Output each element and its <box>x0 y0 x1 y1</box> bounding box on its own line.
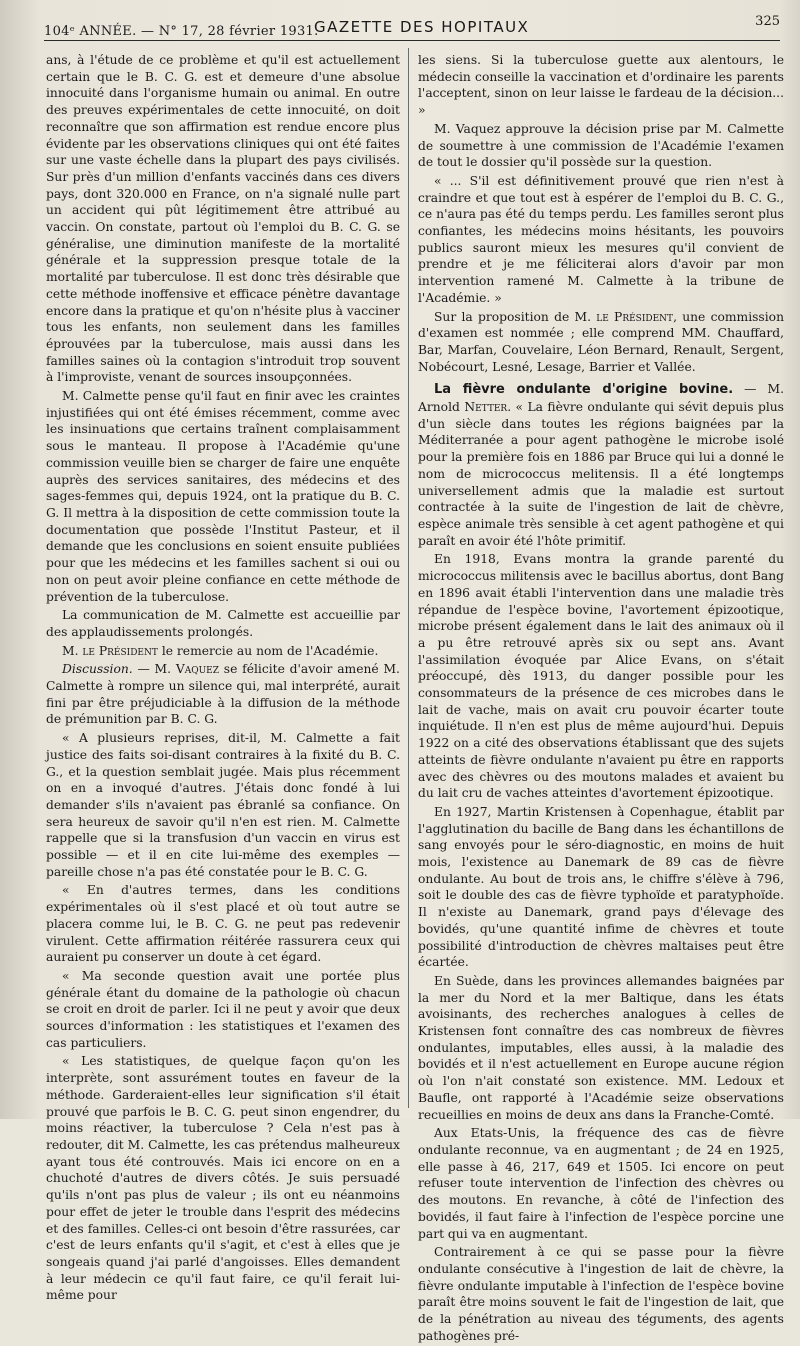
paragraph: En 1918, Evans montra la grande parenté du micrococcus militensis avec le bacillus abortus, dont Bang en 1896 avait établi l'intervention dans une maladie très répandue de l'espèce bovine, l'avortement épizootique, microbe présent également dans le lait des animaux où il a pu être retrouvé après six ou sept ans. Avant l'assimilation évoquée par Alice Evans, on s'était préoccupé, dès 1913, du danger possible pour les consommateurs de la présence de ces microbes dans le lait de vache, mais on avait cru pouvoir écarter toute inquiétude. Il n'en est plus de même aujourd'hui. Depuis 1922 on a cité des observations établissant que des sujets atteints de fièvre ondulante n'avaient pu être en rapports avec des chèvres ou des moutons malades et avaient bu du lait cru de vaches atteintes d'avortement épizootique. <box>418 552 784 801</box>
right-column <box>418 52 784 1346</box>
journal-title: GAZETTE DES HOPITAUX <box>314 18 530 36</box>
paragraph: « Les statistiques, de quelque façon qu'on les interprète, sont assurément toutes en faveur de la méthode. Garderaient-elles leur signification s'il était prouvé que parfois le B. C. G. peut sinon engendrer, du moins réactiver, la tuberculose ? Cela n'est pas à redouter, dit M. Calmette, les cas prétendus malheureux ayant tous été controuvés. Mais ici encore on en a chuchoté d'autres de divers côtés. Je suis persuadé qu'ils n'ont pas plus de valeur ; ils ont eu néanmoins pour effet de jeter le trouble dans l'esprit des médecins et des familles. Celles-ci ont besoin d'être rassurées, car c'est de leurs enfants qu'il s'agit, et c'est à elles que je songeais quand j'ai parlé d'angoisses. Elles demandent à leur médecin ce qu'il faut faire, ce qu'il ferait lui-même pour <box>46 1054 400 1303</box>
paragraph <box>418 309 784 376</box>
speaker-name: Vaquez <box>175 662 220 677</box>
paragraph: les siens. Si la tuberculose guette aux alentours, le médecin conseille la vaccination et d'ordinaire les parents l'acceptent, sinon on leur laisse le fardeau de la décision... » <box>418 53 784 118</box>
text-run: Sur la proposition de M. <box>434 309 591 324</box>
speaker-name: le Président <box>596 309 674 324</box>
paragraph: En Suède, dans les provinces allemandes baignées par la mer du Nord et la mer Baltique, dans les états avoisinants, des recherches analogues à celles de Kristensen font connaître des cas nombreux de fièvres ondulantes, imputables, elles aussi, à la maladie des bovidés et il n'est actuellement en Europe aucune région où l'on n'ait constaté son existence. MM. Ledoux et Baufle, ont rapporté à l'Académie seize observations recueillies en moins de deux ans dans la Franche-Comté. <box>418 973 784 1122</box>
paragraph <box>46 643 400 660</box>
paragraph: « En d'autres termes, dans les conditions expérimentales où il s'est placé et où tout autre se placera comme lui, le B. C. G. ne peut pas redevenir virulent. Cette affirmation réitérée rassurera ceux qui auraient pu conserver un doute à cet égard. <box>46 883 400 965</box>
paragraph: « Ma seconde question avait une portée plus générale étant du domaine de la pathologie où chacun se croit en droit de parler. Ici il ne peut y avoir que deux sources d'information : les statistiques et l'examen des cas particuliers. <box>46 968 400 1050</box>
text-run: se félicite d'avoir amené M. Calmette à rompre un silence qui, mal interprété, aurait fini par être préjudiciable à la diffusion de la méthode de prémunition par B. C. G. <box>46 662 400 727</box>
paragraph: La communication de M. Calmette est accueillie par des applaudissements prolongés. <box>46 608 400 639</box>
text-run: M. <box>62 643 79 658</box>
paragraph: En 1927, Martin Kristensen à Copenhague, établit par l'agglutination du bacille de Bang dans les échantillons de sang envoyés pour le séro-diagnostic, en moins de huit mois, l'existence au Danemark de 89 cas de fièvre ondulante. Au bout de trois ans, le chiffre s'élève à 796, soit le double des cas de fièvre typhoïde et paratyphoïde. Il n'existe au Danemark, grand pays d'élevage des bovidés, qu'une quantité infime de chèvres et toute possibilité d'introduction de chèvres maltaises peut être écartée. <box>418 804 784 970</box>
left-column <box>46 52 400 1306</box>
discussion-label: Discussion. <box>62 662 133 677</box>
text-run: le remercie au nom de l'Académie. <box>161 643 379 658</box>
speaker-name: Netter <box>464 400 508 415</box>
text-run: . « La fièvre ondulante qui sévit depuis plus d'un siècle dans toutes les régions baignées par la Méditerranée a pour agent pathogène le microbe isolé pour la première fois en 1886 par Bruce qui lui a donné le nom de micrococcus melitensis. Il a été longtemps universellement admis que la maladie est surtout contractée à la suite de l'ingestion de lait de chèvre, espèce animale très sensible à cet agent pathogène et qui paraît en avoir été l'hôte primitif. <box>418 400 784 548</box>
page-number: 325 <box>755 14 780 29</box>
paragraph: ans, à l'étude de ce problème et qu'il est actuellement certain que le B. C. G. est et demeure d'une absolue innocuité dans l'organisme humain ou animal. En outre des preuves expérimentales de cette innocuité, on doit reconnaître que son affirmation est rendue encore plus évidente par les observations cliniques qui ont été faites sur une vaste échelle dans la plupart des pays civilisés. Sur près d'un million d'enfants vaccinés dans ces divers pays, dont 320.000 en France, on n'a signalé nulle part un accident qui pût légitimement être attribué au vaccin. On constate, partout où l'emploi du B. C. G. se généralise, une diminution manifeste de la mortalité générale et la suppression presque totale de la mortalité par tuberculose. Il est donc très désirable que cette méthode inoffensive et efficace pénètre davantage encore dans la pratique et qu'on n'hésite plus à vacciner tous les enfants, non seulement dans les familles éprouvées par la tuberculose, mais aussi dans les familles saines où la contagion s'introduit trop souvent à l'improviste, venant de sources insoupçonnées. <box>46 53 400 385</box>
paragraph: « A plusieurs reprises, dit-il, M. Calmette a fait justice des faits soi-disant contraires à la fixité du B. C. G., et la question semblait jugée. Mais plus récemment on en a invoqué d'autres. J'étais donc fondé à lui demander s'ils n'avaient pas ébranlé sa confiance. On sera heureux de savoir qu'il n'en est rien. M. Calmette rappelle que si la transfusion d'un vaccin en virus est possible — et il en cite lui-même des exemples — pareille chose n'a pas été constatée pour le B. C. G. <box>46 731 400 879</box>
text-run: — M. Arnold <box>418 382 784 415</box>
paragraph: M. Calmette pense qu'il faut en finir avec les craintes injustifiées qui ont été émises récemment, comme avec les insinuations que certains traînent complaisamment sous le manteau. Il propose à l'Académie qu'une commission veuille bien se charger de faire une enquête auprès des services sanitaires, des médecins et des sages-femmes qui, depuis 1924, ont la pratique du B. C. G. Il mettra à la disposition de cette commission toute la documentation que possède l'Institut Pasteur, et il demande que les conclusions en soient ensuite publiées pour que les médecins et les familles sachent si oui ou non on peut avoir pleine confiance en cette méthode de prévention de la tuberculose. <box>46 389 400 604</box>
section-title: La fièvre ondulante d'origine bovine. <box>434 382 734 398</box>
text-run: , une commission d'examen est nommée ; elle comprend MM. Chauffard, Bar, Marfan, Couvelaire, Léon Bernard, Renault, Sergent, Nobécourt, Lesné, Lesage, Barrier et Vallée. <box>418 309 785 374</box>
column-divider <box>408 48 409 1108</box>
page-header <box>44 10 780 41</box>
paragraph <box>46 661 400 728</box>
issue-info: 104ᵉ ANNÉE. — N° 17, 28 février 1931. <box>44 24 319 39</box>
text-run: — M. <box>137 662 172 677</box>
paragraph: « ... S'il est définitivement prouvé que rien n'est à craindre et que tout est à espérer de l'emploi du B. C. G., ce n'aura pas été du temps perdu. Les familles seront plus confiantes, les médecins moins hésitants, les pouvoirs publics sauront mieux les mesures qu'il convient de prendre et je me féliciterai alors d'avoir par mon intervention ramené M. Calmette à la tribune de l'Académie. » <box>418 173 784 305</box>
paragraph: Aux Etats-Unis, la fréquence des cas de fièvre ondulante reconnue, va en augmentant ; de 24 en 1925, elle passe à 46, 217, 649 et 1505. Ici encore on peut refuser toute intervention de l'infection des chèvres ou des moutons. En revanche, à côté de l'infection des bovidés, il faut faire à l'infection de l'espèce porcine une part qui va en augmentant. <box>418 1126 784 1241</box>
paragraph: M. Vaquez approuve la décision prise par M. Calmette de soumettre à une commission de l'Académie l'examen de tout le dossier qu'il possède sur la question. <box>418 121 784 170</box>
paragraph: Contrairement à ce qui se passe pour la fièvre ondulante consécutive à l'ingestion de lait de chèvre, la fièvre ondulante imputable à l'infection de l'espèce bovine paraît être moins souvent le fait de l'ingestion de lait, que de la pénétration au niveau des téguments, des agents pathogènes pré- <box>418 1245 784 1343</box>
paragraph <box>418 381 784 549</box>
speaker-name: le Président <box>82 643 158 658</box>
